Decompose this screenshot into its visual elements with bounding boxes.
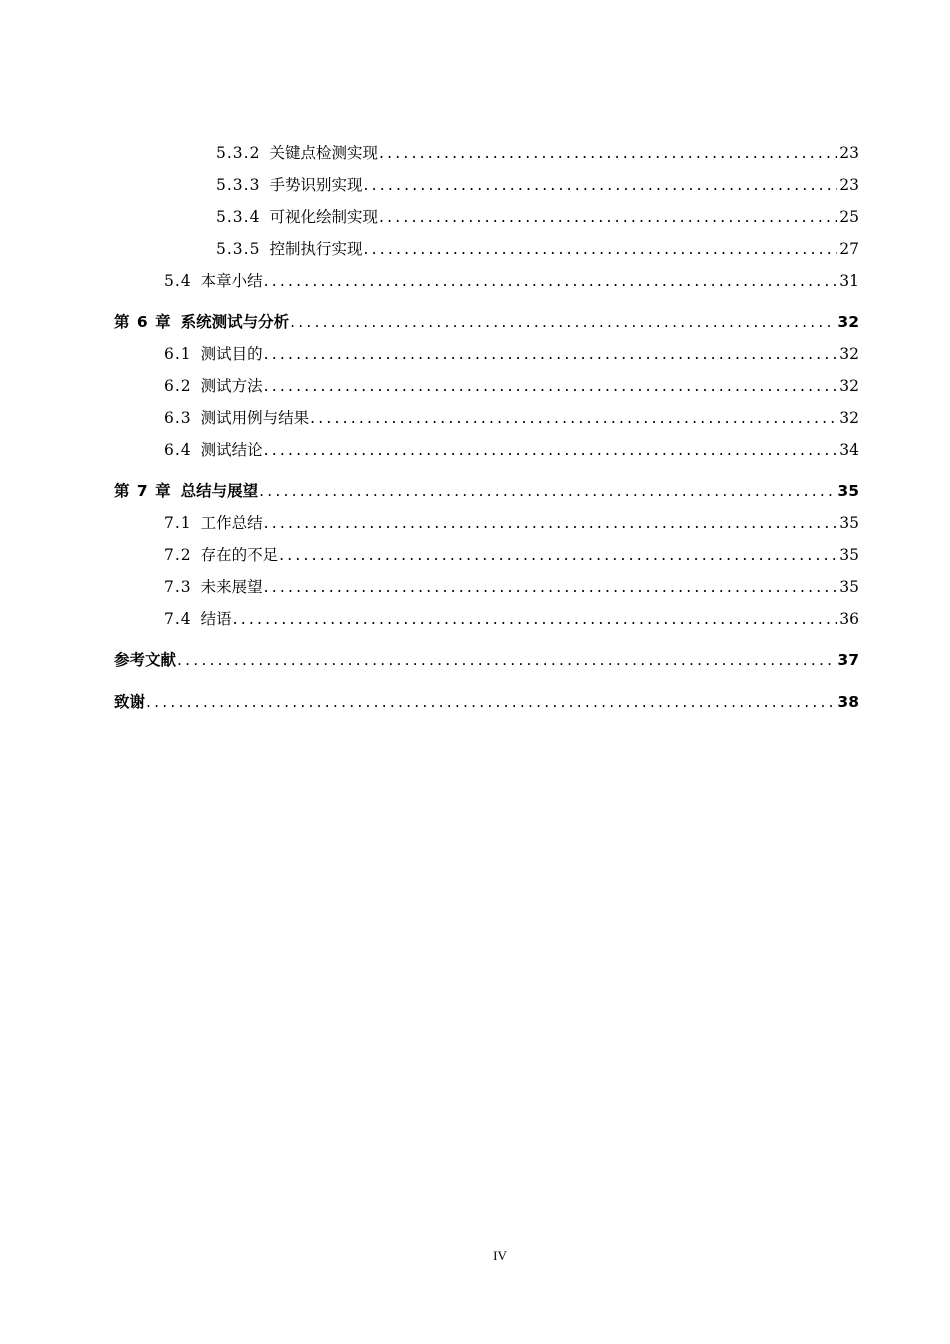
dot-leader — [363, 240, 837, 258]
page-number: IV — [493, 1248, 507, 1263]
dot-leader — [259, 482, 835, 500]
toc-entry-page: 35 — [839, 578, 859, 596]
toc-entry-number: 7.4 — [164, 610, 192, 628]
toc-entry-title: 未来展望 — [200, 578, 263, 596]
dot-leader — [264, 272, 838, 290]
toc-entry-page: 36 — [839, 610, 859, 628]
toc-entry-title: 测试用例与结果 — [200, 409, 310, 427]
toc-entry-number: 6.2 — [164, 377, 192, 395]
toc-entry-5-3-2[interactable] — [216, 141, 859, 163]
toc-entry-5-3-4[interactable] — [216, 205, 859, 227]
toc-entry-title: 测试目的 — [200, 345, 263, 363]
dot-leader — [264, 578, 838, 596]
toc-entry-number: 7.2 — [164, 546, 192, 564]
toc-entry-title: 控制执行实现 — [269, 240, 363, 258]
toc-entry-title: 总结与展望 — [180, 482, 259, 500]
dot-leader — [279, 546, 837, 564]
dot-leader — [177, 651, 835, 669]
dot-leader — [233, 610, 838, 628]
toc-entry-page: 37 — [837, 651, 859, 669]
toc-entry-number: 5.4 — [164, 272, 192, 290]
toc-entry-6-1[interactable] — [164, 342, 859, 364]
toc-entry-5-4[interactable] — [164, 269, 859, 291]
toc-entry-page: 35 — [839, 546, 859, 564]
dot-leader — [290, 313, 835, 331]
toc-entry-page: 25 — [839, 208, 859, 226]
toc-entry-title: 关键点检测实现 — [269, 144, 378, 162]
toc-entry-acknowledgements[interactable] — [114, 690, 859, 712]
toc-entry-title: 结语 — [200, 610, 232, 628]
dot-leader — [146, 693, 835, 711]
toc-entry-title: 致谢 — [114, 693, 146, 711]
toc-entry-page: 32 — [839, 345, 859, 363]
toc-entry-6-4[interactable] — [164, 438, 859, 460]
toc-entry-number: 第 6 章 — [114, 313, 172, 331]
toc-entry-7-1[interactable] — [164, 511, 859, 533]
toc-entry-7-2[interactable] — [164, 543, 859, 565]
toc-entry-page: 32 — [839, 409, 859, 427]
dot-leader — [264, 345, 838, 363]
toc-entry-number: 6.1 — [164, 345, 192, 363]
toc-entry-7-4[interactable] — [164, 607, 859, 629]
toc-entry-title: 系统测试与分析 — [180, 313, 290, 331]
dot-leader — [264, 514, 838, 532]
toc-entry-number: 6.3 — [164, 409, 192, 427]
toc-entry-page: 38 — [837, 693, 859, 711]
toc-entry-title: 本章小结 — [200, 272, 263, 290]
toc-entry-page: 34 — [839, 441, 859, 459]
toc-entry-6-3[interactable] — [164, 406, 859, 428]
toc-entry-6-2[interactable] — [164, 374, 859, 396]
toc-entry-page: 27 — [839, 240, 859, 258]
toc-entry-page: 35 — [839, 514, 859, 532]
dot-leader — [379, 208, 837, 226]
toc-entry-page: 23 — [839, 176, 859, 194]
dot-leader — [379, 144, 837, 162]
dot-leader — [264, 377, 838, 395]
toc-entry-number: 5.3.3 — [216, 176, 261, 194]
toc-entry-7-3[interactable] — [164, 575, 859, 597]
toc-entry-number: 5.3.5 — [216, 240, 261, 258]
toc-entry-number: 6.4 — [164, 441, 192, 459]
toc-entry-chapter-7[interactable] — [114, 479, 859, 501]
toc-entry-chapter-6[interactable] — [114, 310, 859, 332]
toc-entry-page: 32 — [839, 377, 859, 395]
toc-entry-number: 5.3.4 — [216, 208, 261, 226]
toc-entry-title: 存在的不足 — [200, 546, 279, 564]
toc-entry-page: 32 — [837, 313, 859, 331]
toc-entry-number: 7.3 — [164, 578, 192, 596]
toc-entry-number: 第 7 章 — [114, 482, 172, 500]
toc-entry-page: 23 — [839, 144, 859, 162]
toc-entry-title: 手势识别实现 — [269, 176, 363, 194]
toc-entry-title: 参考文献 — [114, 651, 177, 669]
toc-entry-references[interactable] — [114, 648, 859, 670]
toc-entry-number: 5.3.2 — [216, 144, 261, 162]
toc-entry-title: 测试结论 — [200, 441, 263, 459]
dot-leader — [310, 409, 837, 427]
toc-entry-page: 31 — [839, 272, 859, 290]
dot-leader — [264, 441, 838, 459]
toc-entry-title: 可视化绘制实现 — [269, 208, 378, 226]
toc-entry-title: 测试方法 — [200, 377, 263, 395]
toc-entry-title: 工作总结 — [200, 514, 263, 532]
toc-entry-page: 35 — [837, 482, 859, 500]
toc-entry-5-3-5[interactable] — [216, 237, 859, 259]
dot-leader — [363, 176, 837, 194]
toc-entry-number: 7.1 — [164, 514, 192, 532]
toc-entry-5-3-3[interactable] — [216, 173, 859, 195]
